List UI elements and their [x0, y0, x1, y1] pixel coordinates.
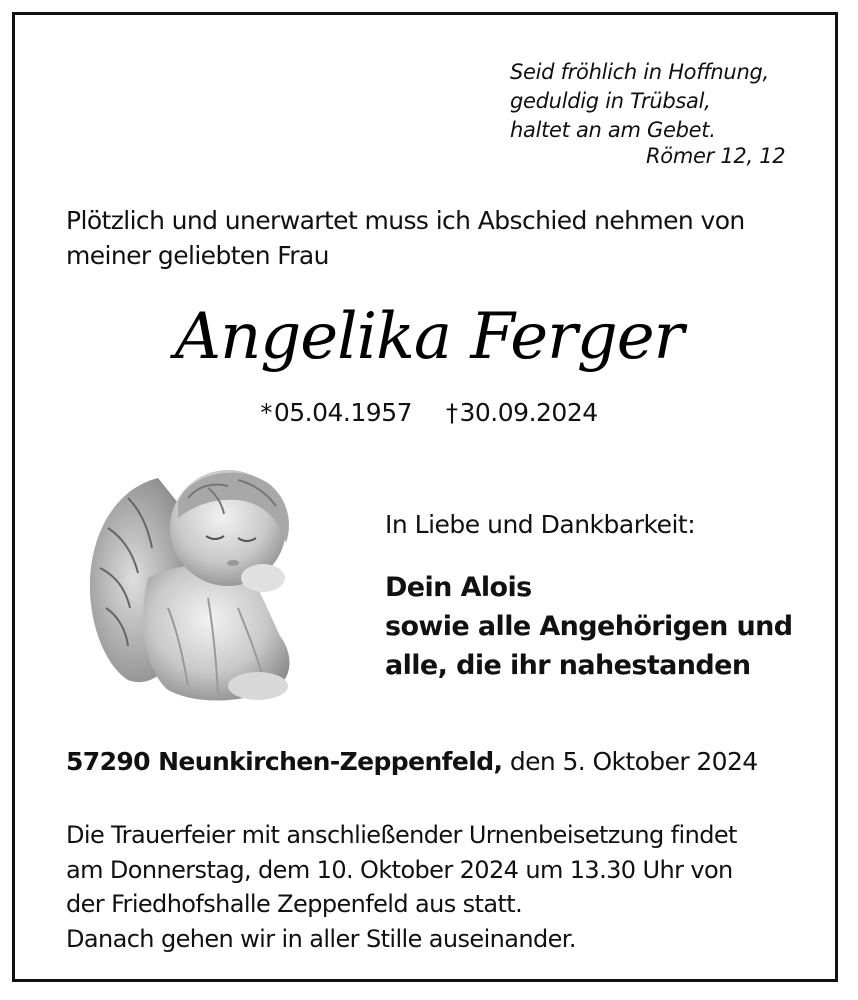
notice-line: Die Trauerfeier mit anschließender Urnenbeisetzung findet	[66, 821, 737, 849]
quote-line: Seid fröhlich in Hoffnung,	[510, 60, 769, 84]
funeral-notice	[66, 818, 737, 956]
notice-line: am Donnerstag, dem 10. Oktober 2024 um 13.30 Uhr von	[66, 855, 733, 884]
quote-reference: Römer 12, 12	[646, 144, 786, 168]
life-dates	[0, 398, 858, 427]
quote-line: geduldig in Trübsal,	[510, 89, 711, 113]
death-cross-icon: †	[446, 399, 458, 427]
intro-line: meiner geliebten Frau	[66, 241, 329, 270]
place-date-line	[66, 747, 758, 776]
mourners-list	[385, 568, 793, 685]
mourners-heading: In Liebe und Dankbarkeit:	[385, 510, 696, 539]
intro-line: Plötzlich und unerwartet muss ich Abschied nehmen von	[66, 206, 745, 235]
notice-line: Danach gehen wir in aller Stille auseinander.	[66, 924, 576, 953]
mourner-line: sowie alle Angehörigen und	[385, 611, 793, 642]
mourner-line: alle, die ihr nahestanden	[385, 650, 751, 681]
quote-line: haltet an am Gebet.	[510, 118, 716, 142]
angel-figure-icon	[88, 458, 300, 706]
death-date: 30.09.2024	[459, 398, 598, 427]
bible-quote	[510, 58, 769, 145]
notice-date: den 5. Oktober 2024	[509, 747, 758, 776]
birth-date: 05.04.1957	[273, 398, 412, 427]
notice-line: der Friedhofshalle Zeppenfeld aus statt.	[66, 890, 523, 918]
deceased-name: Angelika Ferger	[174, 300, 684, 374]
birth-star-icon: *	[260, 399, 272, 427]
place-name: 57290 Neunkirchen-Zeppenfeld,	[66, 747, 503, 776]
mourner-line: Dein Alois	[385, 572, 532, 603]
intro-text	[66, 203, 745, 273]
